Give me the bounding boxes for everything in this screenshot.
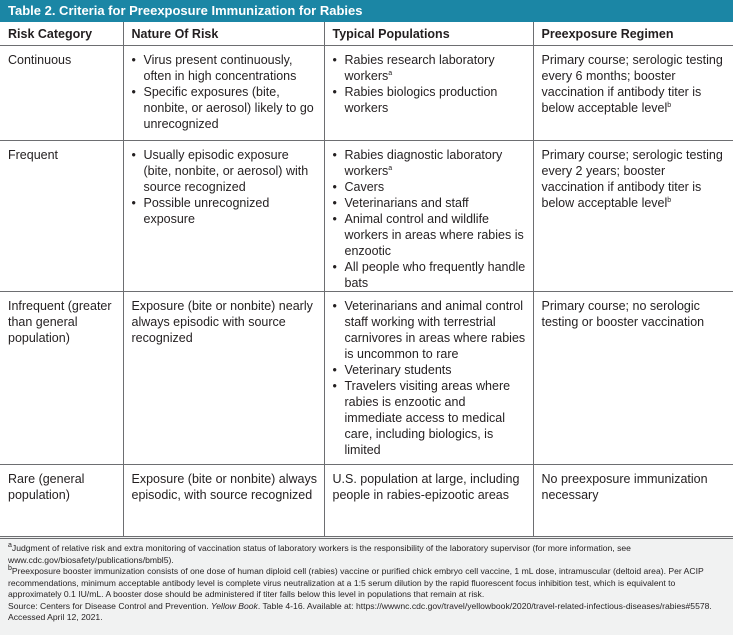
footnote-mark: b — [667, 101, 672, 109]
typical-populations-cell — [324, 45, 533, 140]
risk-category-cell: Continuous — [0, 45, 123, 140]
list-item — [333, 52, 527, 84]
table-row — [0, 464, 733, 536]
footnote-a-text: Judgment of relative risk and extra monitoring of vaccination status of laboratory workers is the responsibility of the laboratory supervisor (for more information, see www.cdc.gov/biosafety/publications/bmbl5). — [8, 543, 631, 565]
preexposure-regimen-cell: Primary course; no serologic testing or booster vaccination — [533, 291, 733, 464]
source-book-title: Yellow Book — [211, 600, 258, 611]
typical-populations-cell: U.S. population at large, including people in rabies-epizootic areas — [324, 464, 533, 536]
list-item: • Usually episodic exposure (bite, nonbite, or aerosol) with source recognized — [132, 147, 318, 195]
list-item: • Veterinary students — [333, 362, 527, 378]
regimen-text: Primary course; serologic testing every 6 months; booster vaccination if antibody titer is below acceptable level — [541, 52, 723, 115]
footnote-b — [8, 566, 725, 601]
footnote-mark: a — [8, 542, 12, 550]
footnote-b-text: Preexposure booster immunization consists of one dose of human diploid cell (rabies) vaccine or purified chick embryo cell vaccine, 1 mL dose, intramuscular (deltoid area). Per ACIP recommendations, minimum acceptable antibody level is complete virus neutralization at a 1:5 serum dilution by the rapid fluorescent focus inhibition test, which is equivalent to approximately 0.1 IU/mL. A booster dose should be administered if titer falls below this level in populations that remain at risk. — [8, 566, 704, 599]
list-item: • Veterinarians and staff — [333, 195, 527, 211]
nature-of-risk-cell — [123, 140, 324, 291]
risk-category-cell: Infrequent (greater than general population) — [0, 291, 123, 464]
risk-category-cell: Rare (general population) — [0, 464, 123, 536]
table-row — [0, 140, 733, 291]
risk-category-cell: Frequent — [0, 140, 123, 291]
list-item-text: Rabies biologics production workers — [344, 84, 498, 115]
header-preexposure-regimen: Preexposure Regimen — [533, 22, 733, 45]
rabies-criteria-table — [0, 22, 733, 537]
list-item: • Veterinarians and animal control staff working with terrestrial carnivores in areas where rabies is uncommon to rare — [333, 298, 527, 362]
list-item: • Cavers — [333, 179, 527, 195]
preexposure-regimen-cell — [533, 45, 733, 140]
list-item: • Travelers visiting areas where rabies is enzootic and immediate access to medical care, including biologics, is limited — [333, 378, 527, 458]
header-row — [0, 22, 733, 45]
list-item: • Animal control and wildlife workers in areas where rabies is enzootic — [333, 211, 527, 259]
list-item: • Specific exposures (bite, nonbite, or aerosol) likely to go unrecognized — [132, 84, 318, 132]
typical-populations-cell — [324, 140, 533, 291]
footnote-mark: b — [8, 565, 12, 573]
source-prefix: Source: Centers for Disease Control and Prevention. — [8, 600, 212, 611]
table-row — [0, 45, 733, 140]
preexposure-regimen-cell — [533, 140, 733, 291]
regimen-text: Primary course; serologic testing every 2 years; booster vaccination if antibody titer is below acceptable level — [541, 147, 723, 210]
list-item — [333, 147, 527, 179]
list-item: • All people who frequently handle bats — [333, 259, 527, 291]
typical-populations-cell — [324, 291, 533, 464]
source-suffix: . Table 4-16. Available at: https://wwwnc.cdc.gov/travel/yellowbook/2020/travel-related-infectious-diseases/rabies#5578. Accessed April 12, 2021. — [8, 600, 712, 622]
list-item-text: Rabies research laboratory workers — [344, 52, 495, 83]
table-footnotes — [0, 538, 733, 635]
footnote-a — [8, 543, 725, 566]
header-nature-of-risk: Nature Of Risk — [123, 22, 324, 45]
nature-of-risk-cell — [123, 45, 324, 140]
nature-of-risk-cell: Exposure (bite or nonbite) always episodic, with source recognized — [123, 464, 324, 536]
source-citation — [8, 601, 725, 624]
list-item — [333, 84, 527, 116]
footnote-mark: a — [388, 69, 393, 77]
preexposure-regimen-cell: No preexposure immunization necessary — [533, 464, 733, 536]
table-title: Table 2. Criteria for Preexposure Immunization for Rabies — [0, 0, 733, 22]
list-item-text: Rabies diagnostic laboratory workers — [344, 147, 503, 178]
footnote-mark: a — [388, 164, 393, 172]
list-item: • Possible unrecognized exposure — [132, 195, 318, 227]
list-item: • Virus present continuously, often in high concentrations — [132, 52, 318, 84]
header-risk-category: Risk Category — [0, 22, 123, 45]
header-typical-populations: Typical Populations — [324, 22, 533, 45]
footnote-mark: b — [667, 196, 672, 204]
nature-of-risk-cell: Exposure (bite or nonbite) nearly always episodic with source recognized — [123, 291, 324, 464]
table-row — [0, 291, 733, 464]
